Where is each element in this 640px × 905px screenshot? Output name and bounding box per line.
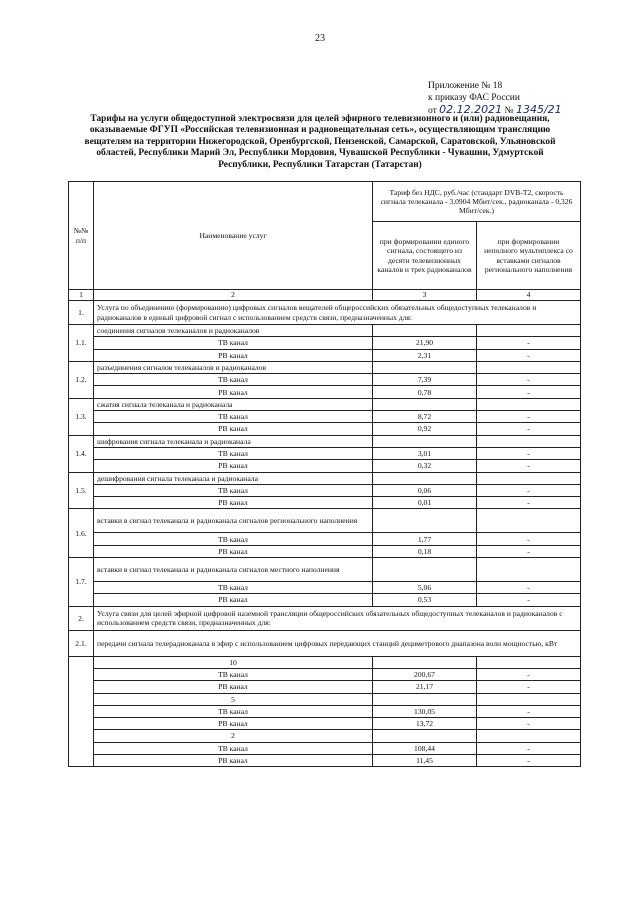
rv-channel-label: РВ канал bbox=[94, 460, 373, 472]
appendix-line-3: от 02.12.2021 № 1345/21 bbox=[428, 103, 562, 116]
row-num: 1.5. bbox=[69, 472, 94, 509]
empty-cell bbox=[373, 558, 477, 582]
power-row bbox=[69, 718, 581, 730]
row-num: 1.3. bbox=[69, 398, 94, 435]
service-row bbox=[69, 325, 581, 337]
handwritten-order-number: 1345/21 bbox=[515, 103, 562, 116]
rv-channel-label: РВ канал bbox=[94, 497, 373, 509]
empty-cell bbox=[477, 730, 581, 742]
tariff-table bbox=[68, 181, 581, 767]
empty-cell bbox=[477, 509, 581, 533]
tv-channel-label: ТВ канал bbox=[94, 705, 373, 717]
rv-row bbox=[69, 386, 581, 398]
tv-channel-label: ТВ канал bbox=[94, 668, 373, 680]
tv-tariff-value: 0,06 bbox=[373, 484, 477, 496]
tv-tariff-value: 130,05 bbox=[373, 705, 477, 717]
dash-cell: - bbox=[477, 533, 581, 545]
empty-cell bbox=[373, 656, 477, 668]
tv-row bbox=[69, 484, 581, 496]
tv-channel-label: ТВ канал bbox=[94, 411, 373, 423]
tv-channel-label: ТВ канал bbox=[94, 374, 373, 386]
handwritten-date: 02.12.2021 bbox=[439, 103, 503, 116]
rv-row bbox=[69, 545, 581, 557]
col-number-2: 2 bbox=[94, 290, 373, 301]
section-1-num: 1. bbox=[69, 301, 94, 325]
page-number: 23 bbox=[315, 33, 325, 44]
tv-channel-label: ТВ канал bbox=[94, 582, 373, 594]
empty-cell bbox=[477, 361, 581, 373]
dash-cell: - bbox=[477, 545, 581, 557]
power-row bbox=[69, 755, 581, 767]
power-kw-label: 10 bbox=[94, 656, 373, 668]
tv-channel-label: ТВ канал bbox=[94, 447, 373, 459]
power-row bbox=[69, 656, 581, 668]
dash-cell: - bbox=[477, 411, 581, 423]
row-num: 1.7. bbox=[69, 558, 94, 607]
empty-cell bbox=[373, 361, 477, 373]
rv-channel-label: РВ канал bbox=[94, 594, 373, 606]
empty-cell bbox=[477, 398, 581, 410]
tv-tariff-value: 21,90 bbox=[373, 337, 477, 349]
tv-row bbox=[69, 447, 581, 459]
col-number-3: 3 bbox=[373, 290, 477, 301]
power-row bbox=[69, 668, 581, 680]
tv-row bbox=[69, 533, 581, 545]
power-row bbox=[69, 730, 581, 742]
dash-cell: - bbox=[477, 705, 581, 717]
service-row bbox=[69, 435, 581, 447]
section-2-text: Услуга связи для целей эфирной цифровой наземной трансляции общероссийских обязательных общедоступных телеканалов и радиоканалов с использованием средств связи, предназначенных для: bbox=[94, 606, 581, 630]
rv-tariff-value: 21,17 bbox=[373, 681, 477, 693]
header-col4: при формировании неполного мультиплекса со вставками сигналов регионального наполнения bbox=[477, 222, 581, 290]
row-name: сжатия сигнала телеканала и радиоканала bbox=[94, 398, 373, 410]
appendix-line-1: Приложение № 18 bbox=[428, 81, 503, 91]
empty-cell bbox=[373, 325, 477, 337]
dash-cell: - bbox=[477, 374, 581, 386]
section-2-1-text: передачи сигнала телерадиоканала в эфир с использованием цифровых передающих станций дециметрового диапазона волн мощностью, кВт bbox=[94, 630, 581, 656]
rv-row bbox=[69, 497, 581, 509]
rv-tariff-value: 13,72 bbox=[373, 718, 477, 730]
dash-cell: - bbox=[477, 423, 581, 435]
rv-channel-label: РВ канал bbox=[94, 423, 373, 435]
row-num: 1.2. bbox=[69, 361, 94, 398]
tv-row bbox=[69, 582, 581, 594]
empty-cell bbox=[477, 558, 581, 582]
section-2-1-num: 2.1. bbox=[69, 630, 94, 656]
tv-tariff-value: 7,39 bbox=[373, 374, 477, 386]
power-row bbox=[69, 705, 581, 717]
row-name: дешифрования сигнала телеканала и радиоканала bbox=[94, 472, 373, 484]
empty-cell bbox=[477, 693, 581, 705]
dash-cell: - bbox=[477, 594, 581, 606]
tv-tariff-value: 5,06 bbox=[373, 582, 477, 594]
header-col3: при формировании единого сигнала, состоящего из десяти телевизионных каналов и трех радиоканалов bbox=[373, 222, 477, 290]
row-name: шифрования сигнала телеканала и радиоканала bbox=[94, 435, 373, 447]
tv-channel-label: ТВ канал bbox=[94, 533, 373, 545]
rv-tariff-value: 0,01 bbox=[373, 497, 477, 509]
dash-cell: - bbox=[477, 582, 581, 594]
dash-cell: - bbox=[477, 349, 581, 361]
tv-channel-label: ТВ канал bbox=[94, 337, 373, 349]
service-row bbox=[69, 398, 581, 410]
rv-row bbox=[69, 349, 581, 361]
section-2-num: 2. bbox=[69, 606, 94, 630]
tv-row bbox=[69, 337, 581, 349]
rv-channel-label: РВ канал bbox=[94, 681, 373, 693]
rv-channel-label: РВ канал bbox=[94, 349, 373, 361]
appendix-line-2: к приказу ФАС России bbox=[428, 93, 520, 103]
header-tariff: Тариф без НДС, руб./час (стандарт DVB-T2, скорость сигнала телеканала - 3,0904 Мбит/сек., радиоканала - 0,326 Мбит/сек.) bbox=[373, 182, 581, 222]
row-name: разъединения сигналов телеканалов и радиоканалов bbox=[94, 361, 373, 373]
dash-cell: - bbox=[477, 755, 581, 767]
power-row bbox=[69, 681, 581, 693]
rv-tariff-value: 11,45 bbox=[373, 755, 477, 767]
section-1-text: Услуга по объединению (формированию) цифровых сигналов вещателей общероссийских обязательных общедоступных телеканалов и радиоканалов в единый цифровой сигнал с использованием средств связи, предназначенных для: bbox=[94, 301, 581, 325]
empty-cell bbox=[373, 693, 477, 705]
col-number-1: 1 bbox=[69, 290, 94, 301]
tv-tariff-value: 3,01 bbox=[373, 447, 477, 459]
tv-row bbox=[69, 411, 581, 423]
service-row bbox=[69, 558, 581, 582]
row-num: 1.4. bbox=[69, 435, 94, 472]
empty-cell bbox=[373, 730, 477, 742]
dash-cell: - bbox=[477, 742, 581, 754]
tv-tariff-value: 108,44 bbox=[373, 742, 477, 754]
rv-tariff-value: 0,78 bbox=[373, 386, 477, 398]
dash-cell: - bbox=[477, 681, 581, 693]
power-row bbox=[69, 693, 581, 705]
tv-row bbox=[69, 374, 581, 386]
service-row bbox=[69, 509, 581, 533]
tv-tariff-value: 200,67 bbox=[373, 668, 477, 680]
dash-cell: - bbox=[477, 668, 581, 680]
empty-cell bbox=[477, 435, 581, 447]
empty-cell bbox=[373, 398, 477, 410]
row-num: 1.1. bbox=[69, 325, 94, 362]
header-name: Наименование услуг bbox=[94, 182, 373, 290]
tv-tariff-value: 1,77 bbox=[373, 533, 477, 545]
empty-cell bbox=[373, 509, 477, 533]
rv-channel-label: РВ канал bbox=[94, 718, 373, 730]
power-kw-label: 5 bbox=[94, 693, 373, 705]
section-2-row bbox=[69, 606, 581, 630]
rv-row bbox=[69, 423, 581, 435]
rv-tariff-value: 0,18 bbox=[373, 545, 477, 557]
empty-cell bbox=[477, 325, 581, 337]
service-row bbox=[69, 472, 581, 484]
rv-tariff-value: 0,92 bbox=[373, 423, 477, 435]
dash-cell: - bbox=[477, 484, 581, 496]
col-number-4: 4 bbox=[477, 290, 581, 301]
appendix-block bbox=[428, 80, 618, 117]
row-name: вставки в сигнал телеканала и радиоканала сигналов регионального наполнения bbox=[94, 509, 373, 533]
tv-channel-label: ТВ канал bbox=[94, 742, 373, 754]
rv-channel-label: РВ канал bbox=[94, 755, 373, 767]
rv-channel-label: РВ канал bbox=[94, 545, 373, 557]
row-name: вставки в сигнал телеканала и радиоканала сигналов местного наполнения bbox=[94, 558, 373, 582]
power-kw-label: 2 bbox=[94, 730, 373, 742]
empty-num-cell bbox=[69, 656, 94, 767]
dash-cell: - bbox=[477, 447, 581, 459]
section-2-1-row bbox=[69, 630, 581, 656]
dash-cell: - bbox=[477, 460, 581, 472]
row-name: соединения сигналов телеканалов и радиоканалов bbox=[94, 325, 373, 337]
service-row bbox=[69, 361, 581, 373]
dash-cell: - bbox=[477, 718, 581, 730]
rv-row bbox=[69, 460, 581, 472]
document-title: Тарифы на услуги общедоступной электросвязи для целей эфирного телевизионного и (или) радиовещания, оказываемые ФГУП «Российская телевизионная и радиовещательная сеть», осуществляющим трансляцию вещателям на территории Нижегородской, Оренбургской, Пензенской, Самарской, Саратовской, Ульяновской областей, Республики Марий Эл, Республики Мордовия, Чувашской Республики - Чувашии, Удмуртской Республики, Республики Татарстан (Татарстан) bbox=[84, 114, 556, 170]
empty-cell bbox=[373, 472, 477, 484]
rv-row bbox=[69, 594, 581, 606]
rv-tariff-value: 2,31 bbox=[373, 349, 477, 361]
rv-tariff-value: 0,53 bbox=[373, 594, 477, 606]
dash-cell: - bbox=[477, 386, 581, 398]
header-num: №№ п/п bbox=[69, 182, 94, 290]
tv-channel-label: ТВ канал bbox=[94, 484, 373, 496]
dash-cell: - bbox=[477, 497, 581, 509]
row-num: 1.6. bbox=[69, 509, 94, 558]
empty-cell bbox=[373, 435, 477, 447]
dash-cell: - bbox=[477, 337, 581, 349]
rv-channel-label: РВ канал bbox=[94, 386, 373, 398]
power-row bbox=[69, 742, 581, 754]
empty-cell bbox=[477, 472, 581, 484]
empty-cell bbox=[477, 656, 581, 668]
tv-tariff-value: 8,72 bbox=[373, 411, 477, 423]
rv-tariff-value: 0,32 bbox=[373, 460, 477, 472]
